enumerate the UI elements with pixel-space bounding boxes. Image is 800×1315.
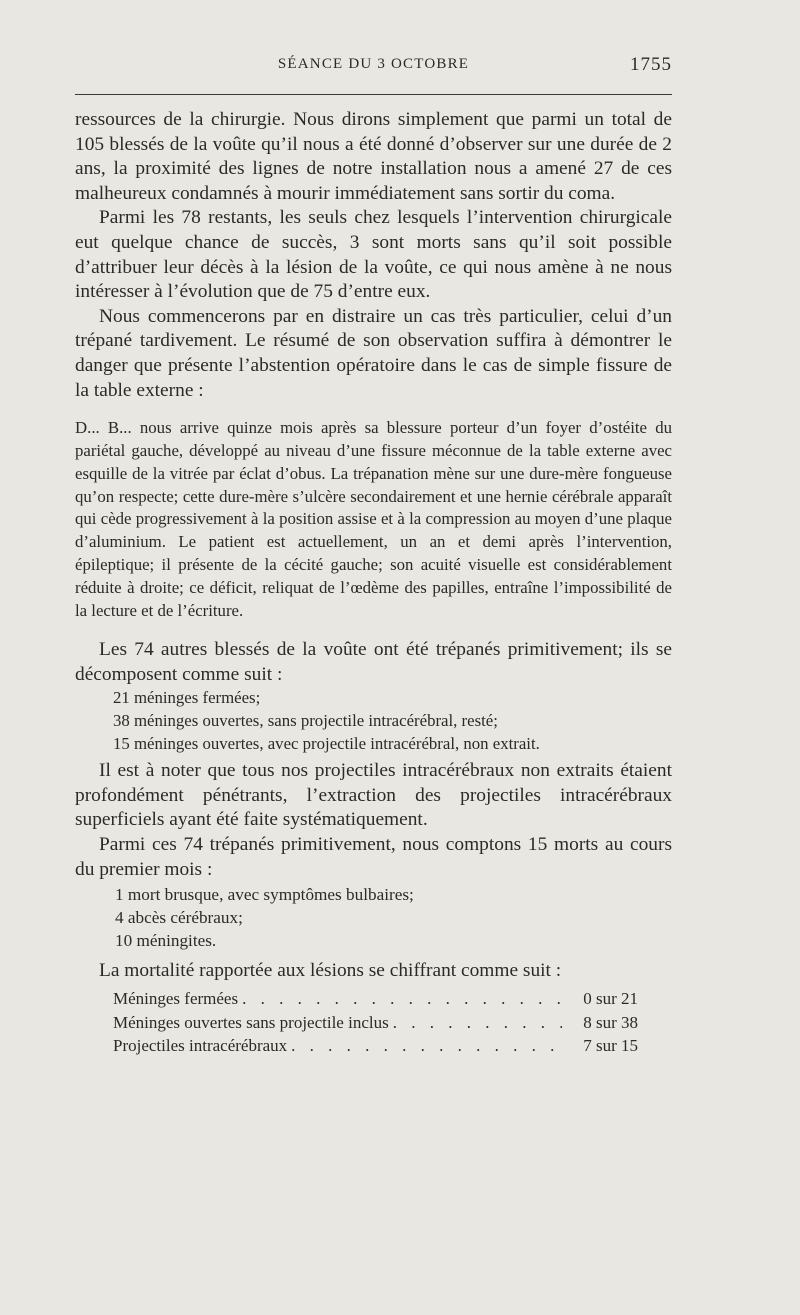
case-report [75, 417, 672, 622]
dot-leader [393, 1011, 562, 1035]
body-text [75, 108, 672, 1058]
paragraph-6: Parmi ces 74 trépanés primitivement, nous comptons 15 morts au cours du premier mois : [75, 834, 672, 880]
row-label: Projectiles intracérébraux [113, 1036, 288, 1056]
row-value: 7 sur 15 [583, 1036, 638, 1056]
list-item: 21 méninges fermées; [113, 688, 261, 708]
header-rule [75, 94, 672, 95]
breakdown-list [75, 687, 672, 755]
mortality-table [75, 987, 672, 1058]
row-value: 8 sur 38 [583, 1012, 638, 1032]
paragraph-5: Il est à noter que tous nos projectiles intracérébraux non extraits étaient profondément pénétrants, l’extraction des projectiles intracérébraux superficiels ayant été faite systématiquement. [75, 760, 672, 831]
paragraph-7: La mortalité rapportée aux lésions se chiffrant comme suit : [99, 959, 562, 981]
row-value: 0 sur 21 [583, 989, 638, 1009]
dot-leader [291, 1034, 562, 1058]
paragraph-2: Parmi les 78 restants, les seuls chez lesquels l’intervention chirurgicale eut quelque chance de succès, 3 sont morts sans qu’il soit possible d’attribuer leur décès à la lésion de la voûte, ce qui nous amène à ne nous intéresser à l’évolution que de 75 d’entre eux. [75, 207, 672, 303]
table-row [113, 987, 638, 1011]
case-report-text: D... B... nous arrive quinze mois après sa blessure porteur d’un foyer d’ostéite du pariétal gauche, développé au niveau d’une fissure méconnue de la table externe avec esquille de la vitrée par éclat d’obus. La trépanation mène sur une dure-mère fongueuse qu’on respecte; cette dure-mère s’ulcère secondairement et une hernie cérébrale apparaît qui cède progressivement à la position assise et à la compression au moyen d’une plaque d’aluminium. Le patient est actuellement, un an et demi après l’intervention, épileptique; il présente de la cécité gauche; son acuité visuelle est considérablement réduite à droite; ce déficit, reliquat de l’œdème des papilles, entraîne l’impossibilité de la lecture et de l’écriture. [75, 418, 672, 620]
running-head [75, 52, 672, 76]
list-item: 15 méninges ouvertes, avec projectile intracérébral, non extrait. [113, 733, 540, 753]
list-item: 4 abcès cérébraux; [115, 908, 243, 928]
list-item: 38 méninges ouvertes, sans projectile intracérébral, resté; [113, 711, 498, 731]
paragraph-4: Les 74 autres blessés de la voûte ont été trépanés primitivement; ils se décomposent comme suit : [75, 639, 672, 685]
page-number: 1755 [630, 54, 672, 75]
list-item: 1 mort brusque, avec symptômes bulbaires; [115, 885, 414, 905]
table-row [113, 1011, 638, 1035]
list-item: 10 méningites. [115, 930, 217, 950]
row-label: Méninges fermées [113, 989, 239, 1009]
dot-leader [242, 987, 562, 1011]
deaths-list [75, 884, 672, 952]
row-label: Méninges ouvertes sans projectile inclus [113, 1012, 389, 1032]
paragraph-1: ressources de la chirurgie. Nous dirons simplement que parmi un total de 105 blessés de la voûte qu’il nous a été donné d’observer sur une durée de 2 ans, la proximité des lignes de notre installation nous a amené 27 de ces malheureux condamnés à mourir immédiatement sans sortir du coma. [75, 109, 672, 204]
table-row [113, 1034, 638, 1058]
running-head-title: SÉANCE DU 3 OCTOBRE [277, 56, 470, 72]
paragraph-3: Nous commencerons par en distraire un cas très particulier, celui d’un trépané tardivement. Le résumé de son observation suffira à démontrer le danger que présente l’abstention opératoire dans le cas de simple fissure de la table externe : [75, 305, 672, 401]
